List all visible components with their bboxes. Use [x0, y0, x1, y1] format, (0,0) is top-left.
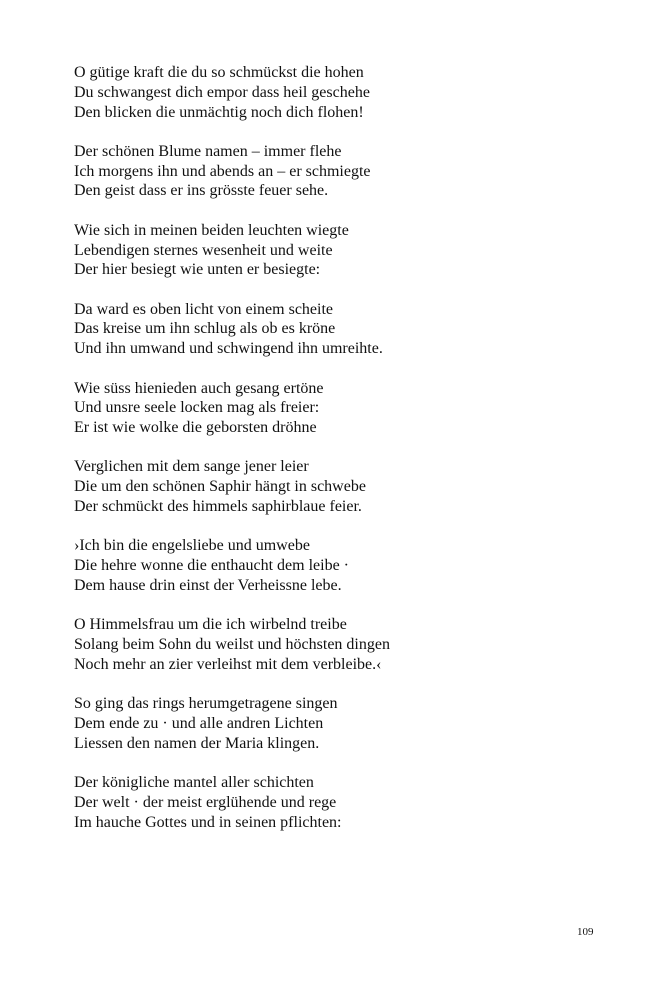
verse-line: Den geist dass er ins grösste feuer sehe. — [74, 182, 329, 200]
stanza-2 — [74, 142, 594, 201]
verse-line: Der schmückt des himmels saphirblaue feier. — [74, 498, 362, 516]
verse-line: Noch mehr an zier verleihst mit dem verbleibe.‹ — [74, 655, 382, 673]
verse-line: Die um den schönen Saphir hängt in schwebe — [74, 478, 366, 496]
verse-line: Der schönen Blume namen – immer flehe — [74, 142, 342, 160]
verse-line: Dem ende zu · und alle andren Lichten — [74, 714, 324, 732]
verse-line: O Himmelsfrau um die ich wirbelnd treibe — [74, 616, 347, 634]
stanza-9 — [74, 694, 594, 753]
verse-line: ›Ich bin die engelsliebe und umwebe — [74, 537, 310, 555]
stanza-10 — [74, 773, 594, 832]
verse-line: Du schwangest dich empor dass heil geschehe — [74, 83, 370, 101]
verse-line: Wie süss hienieden auch gesang ertöne — [74, 379, 324, 397]
verse-line: Und ihn umwand und schwingend ihn umreihte. — [74, 340, 383, 358]
stanza-7 — [74, 536, 594, 595]
verse-line: Da ward es oben licht von einem scheite — [74, 300, 334, 318]
verse-line: Dem hause drin einst der Verheissne lebe. — [74, 576, 342, 594]
stanza-4 — [74, 300, 594, 359]
stanza-1 — [74, 63, 594, 122]
verse-line: Ich morgens ihn und abends an – er schmiegte — [74, 162, 371, 180]
verse-line: Lebendigen sternes wesenheit und weite — [74, 241, 333, 259]
verse-line: So ging das rings herumgetragene singen — [74, 695, 338, 713]
stanza-8 — [74, 615, 594, 674]
verse-line: Im hauche Gottes und in seinen pflichten: — [74, 813, 342, 831]
verse-line: O gütige kraft die du so schmückst die hohen — [74, 64, 364, 81]
verse-line: Solang beim Sohn du weilst und höchsten dingen — [74, 636, 390, 654]
stanza-5 — [74, 379, 594, 438]
verse-line: Wie sich in meinen beiden leuchten wiegte — [74, 221, 349, 239]
verse-line: Das kreise um ihn schlug als ob es kröne — [74, 320, 336, 338]
page-number: 109 — [577, 926, 594, 938]
verse-line: Verglichen mit dem sange jener leier — [74, 458, 309, 476]
verse-line: Den blicken die unmächtig noch dich flohen! — [74, 103, 364, 121]
stanza-3 — [74, 221, 594, 280]
verse-line: Der hier besiegt wie unten er besiegte: — [74, 261, 321, 279]
verse-line: Und unsre seele locken mag als freier: — [74, 399, 320, 417]
verse-line: Er ist wie wolke die geborsten dröhne — [74, 419, 317, 437]
stanza-6 — [74, 457, 594, 516]
verse-line: Liessen den namen der Maria klingen. — [74, 734, 320, 752]
poem-body — [74, 63, 594, 852]
verse-line: Die hehre wonne die enthaucht dem leibe · — [74, 557, 349, 575]
verse-line: Der welt · der meist erglühende und rege — [74, 793, 337, 811]
verse-line: Der königliche mantel aller schichten — [74, 774, 314, 792]
